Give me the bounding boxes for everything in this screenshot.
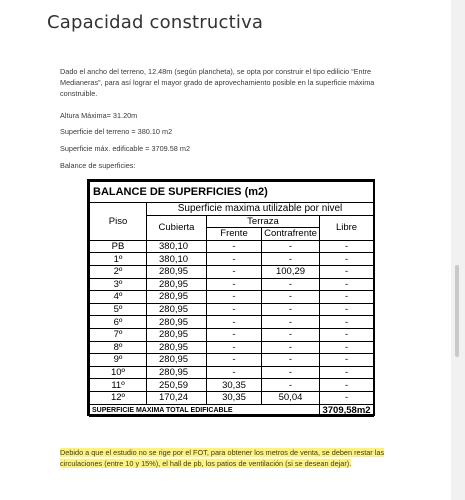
contrafrente-cell: - xyxy=(262,328,320,341)
total-label: SUPERFICIE MAXIMA TOTAL EDIFICABLE xyxy=(90,404,320,417)
frente-cell: - xyxy=(207,291,262,304)
col-header-libre: Libre xyxy=(320,215,374,240)
table-title: BALANCE DE SUPERFICIES (m2) xyxy=(90,182,374,203)
table-row xyxy=(90,366,374,379)
libre-cell: - xyxy=(320,366,374,379)
frente-cell: - xyxy=(207,240,262,253)
libre-cell: - xyxy=(320,240,374,253)
libre-cell: - xyxy=(320,316,374,329)
cubierta-cell: 380,10 xyxy=(147,253,207,266)
total-row xyxy=(90,404,374,417)
libre-cell: - xyxy=(320,391,374,404)
contrafrente-cell: - xyxy=(262,379,320,392)
libre-cell: - xyxy=(320,278,374,291)
table-row xyxy=(90,328,374,341)
piso-cell: 2º xyxy=(90,265,147,278)
cubierta-cell: 280,95 xyxy=(147,303,207,316)
col-header-cubierta: Cubierta xyxy=(147,215,207,240)
frente-cell: 30,35 xyxy=(207,391,262,404)
col-header-piso: Piso xyxy=(90,203,147,241)
cubierta-cell: 280,95 xyxy=(147,291,207,304)
col-header-superficie: Superficie maxima utilizable por nivel xyxy=(147,203,374,216)
piso-cell: 11º xyxy=(90,379,147,392)
superficie-max-text: Superficie máx. edificable = 3709.58 m2 xyxy=(60,144,191,153)
cubierta-cell: 380,10 xyxy=(147,240,207,253)
col-header-frente: Frente xyxy=(207,228,262,241)
piso-cell: 3º xyxy=(90,278,147,291)
frente-cell: - xyxy=(207,253,262,266)
piso-cell: 10º xyxy=(90,366,147,379)
table-row xyxy=(90,265,374,278)
frente-cell: - xyxy=(207,354,262,367)
contrafrente-cell: 50,04 xyxy=(262,391,320,404)
frente-cell: - xyxy=(207,328,262,341)
contrafrente-cell: - xyxy=(262,303,320,316)
frente-cell: - xyxy=(207,366,262,379)
libre-cell: - xyxy=(320,303,374,316)
contrafrente-cell: - xyxy=(262,253,320,266)
table-row xyxy=(90,303,374,316)
altura-maxima-text: Altura Máxima= 31.20m xyxy=(60,111,138,120)
piso-cell: 9º xyxy=(90,354,147,367)
cubierta-cell: 280,95 xyxy=(147,278,207,291)
note-text: Debido a que el estudio no se rige por el FOT, para obtener los metros de venta, se deben restar las circulaciones (entre 10 y 15%), el hall de pb, los patios de ventilación (si se desean dejar). xyxy=(60,448,385,468)
contrafrente-cell: - xyxy=(262,366,320,379)
frente-cell: - xyxy=(207,278,262,291)
piso-cell: 4º xyxy=(90,291,147,304)
contrafrente-cell: - xyxy=(262,240,320,253)
libre-cell: - xyxy=(320,291,374,304)
libre-cell: - xyxy=(320,265,374,278)
table-row xyxy=(90,240,374,253)
total-value: 3709,58m2 xyxy=(320,404,374,417)
contrafrente-cell: 100,29 xyxy=(262,265,320,278)
cubierta-cell: 280,95 xyxy=(147,366,207,379)
table-row xyxy=(90,316,374,329)
scrollbar-thumb[interactable] xyxy=(455,265,459,357)
libre-cell: - xyxy=(320,354,374,367)
piso-cell: 8º xyxy=(90,341,147,354)
table-row xyxy=(90,291,374,304)
cubierta-cell: 280,95 xyxy=(147,328,207,341)
libre-cell: - xyxy=(320,341,374,354)
superficie-terreno-text: Superficie del terreno = 380.10 m2 xyxy=(60,127,173,136)
libre-cell: - xyxy=(320,328,374,341)
frente-cell: - xyxy=(207,341,262,354)
cubierta-cell: 250,59 xyxy=(147,379,207,392)
table-row xyxy=(90,354,374,367)
piso-cell: 7º xyxy=(90,328,147,341)
balance-label: Balance de superficies: xyxy=(60,161,136,170)
piso-cell: PB xyxy=(90,240,147,253)
table-row xyxy=(90,379,374,392)
table-row xyxy=(90,341,374,354)
col-header-terraza: Terraza xyxy=(207,215,320,228)
table-row xyxy=(90,278,374,291)
table-row xyxy=(90,253,374,266)
piso-cell: 1º xyxy=(90,253,147,266)
contrafrente-cell: - xyxy=(262,354,320,367)
cubierta-cell: 280,95 xyxy=(147,316,207,329)
contrafrente-cell: - xyxy=(262,316,320,329)
table-row xyxy=(90,391,374,404)
cubierta-cell: 280,95 xyxy=(147,354,207,367)
frente-cell: - xyxy=(207,316,262,329)
piso-cell: 6º xyxy=(90,316,147,329)
highlighted-note xyxy=(60,447,410,469)
libre-cell: - xyxy=(320,379,374,392)
libre-cell: - xyxy=(320,253,374,266)
cubierta-cell: 280,95 xyxy=(147,341,207,354)
contrafrente-cell: - xyxy=(262,278,320,291)
contrafrente-cell: - xyxy=(262,341,320,354)
piso-cell: 12º xyxy=(90,391,147,404)
page-title: Capacidad constructiva xyxy=(47,12,264,33)
cubierta-cell: 280,95 xyxy=(147,265,207,278)
balance-table xyxy=(89,181,374,417)
frente-cell: 30,35 xyxy=(207,379,262,392)
contrafrente-cell: - xyxy=(262,291,320,304)
intro-paragraph: Dado el ancho del terreno, 12.48m (según plancheta), se opta por construir el tipo edilicio “Entre Medianeras”, para así lograr el mayor grado de aprovechamiento posible en la superficie máxima construible. xyxy=(60,67,375,98)
piso-cell: 5º xyxy=(90,303,147,316)
frente-cell: - xyxy=(207,303,262,316)
cubierta-cell: 170,24 xyxy=(147,391,207,404)
col-header-contrafrente: Contrafrente xyxy=(262,228,320,241)
frente-cell: - xyxy=(207,265,262,278)
